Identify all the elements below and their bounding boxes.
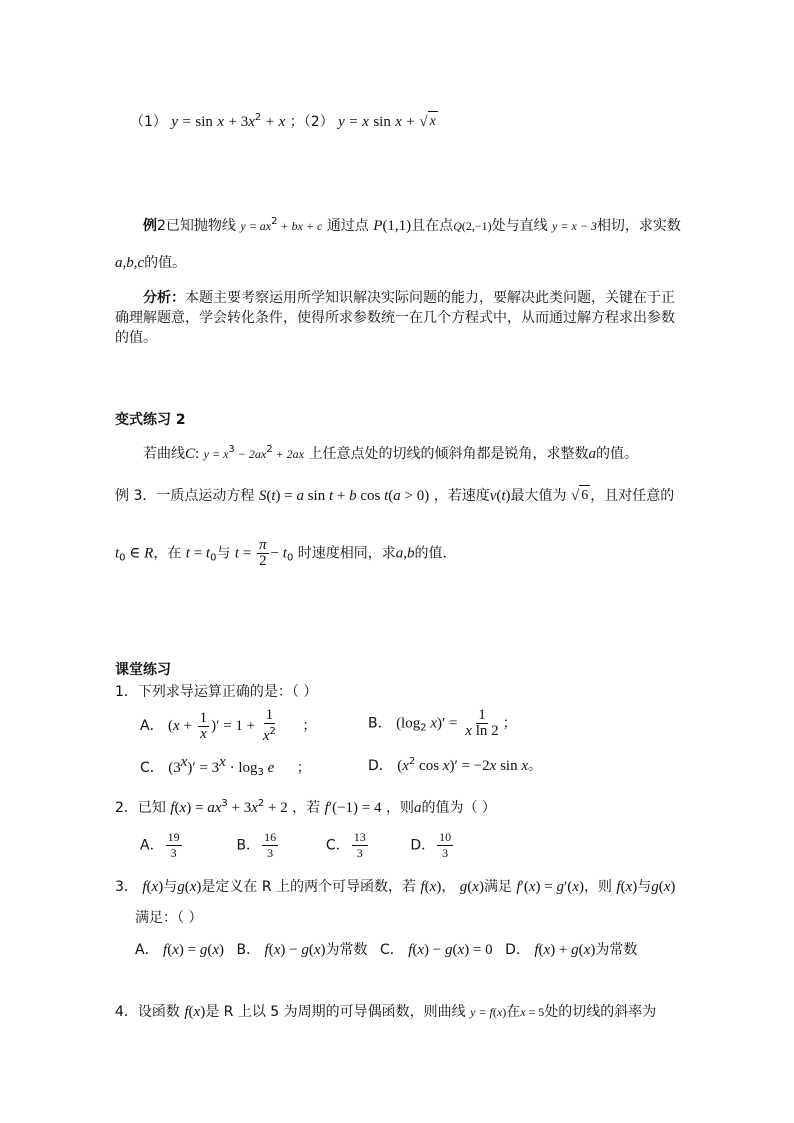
q2-options bbox=[140, 830, 455, 861]
item-1-label: （1） bbox=[130, 114, 167, 130]
question-3: 3． f(x)与g(x)是定义在 R 上的两个可导函数，若 f(x)， g(x)满足 f′(x) = g′(x)，则 f(x)与g(x) bbox=[115, 879, 676, 895]
question-1: 1．下列求导运算正确的是：（ ） bbox=[115, 684, 318, 700]
q1-option-c: C． $(3^x)' = 3^x \cdot \log_3 e$ ； bbox=[140, 754, 311, 778]
q1-option-a: A． (x + $\frac{1}{x}$ )′ = 1 + $\frac{1}{x^2}$ ； bbox=[140, 707, 317, 744]
question-2: 2．已知 $f(x) = ax^3 + 3x^2 + 2$ ，若 f′(−1) = 4 ，则a的值为（ ） bbox=[115, 798, 496, 816]
q2-option-d: D． $\frac{10}{3}$ bbox=[410, 830, 452, 860]
question-3-cont: 满足：（ ） bbox=[135, 910, 203, 926]
q1-option-b: B． ($\log_2$ x)′ = $\frac{1}{\text{x ln 2}}$ ； bbox=[368, 707, 517, 739]
q1-option-d: D． ($x^2$ cos x)′ = −2x sin x。 bbox=[368, 756, 543, 774]
item-2-label: ；（2） bbox=[289, 114, 334, 130]
example-2-cont: a,b,c的值。 bbox=[115, 255, 187, 271]
q2-option-b: B． $\frac{16}{3}$ bbox=[236, 830, 277, 860]
practice-title: 课堂练习 bbox=[115, 662, 171, 678]
analysis-line-3: 的值。 bbox=[115, 330, 157, 346]
q2-option-a: A． $\frac{19}{3}$ bbox=[140, 830, 180, 860]
analysis-line-2: 确理解题意，学会转化条件，使得所求参数统一在几个方程式中，从而通过解方程求出参数 bbox=[115, 310, 675, 326]
variant-question: 若曲线C: $y = x^3 - 2ax^2 + 2ax$ 上任意点处的切线的倾斜角都是锐角，求整数a的值。 bbox=[143, 444, 638, 462]
q3-options bbox=[135, 940, 637, 960]
variant-title: 变式练习 2 bbox=[115, 412, 186, 428]
q3-option-c: C． f(x) − g(x) = 0 bbox=[379, 942, 493, 958]
example-3: 例 3．一质点运动方程 S(t) = a sin t + b cos t(a > 0) ，若速度v(t)最大值为 √ 6 ，且对任意的 bbox=[115, 485, 674, 506]
q2-option-c: C． $\frac{13}{3}$ bbox=[325, 830, 366, 860]
analysis-line-1: 分析：本题主要考察运用所学知识解决实际问题的能力，要解决此类问题，关键在于正 bbox=[143, 290, 675, 306]
q3-option-a: A． f(x) = g(x) bbox=[135, 942, 225, 958]
example-3-cont: $t_0$ ∈ R，在 $t = t_0$与 t = $\frac{\pi}{2}$ − $t_0$ 时速度相同，求a,b的值． bbox=[115, 537, 457, 569]
example-2-head: 例 bbox=[143, 218, 157, 234]
example-2: 例2已知抛物线 $y = ax^2$ + bx + c 通过点 P(1,1)且在点Q(2,−1)处与直线 y = x − 3相切，求实数 bbox=[143, 216, 681, 234]
question-4: 4．设函数 f(x)是 R 上以 5 为周期的可导偶函数，则曲线 y = f(x)在x = 5处的切线的斜率为 bbox=[115, 1004, 657, 1020]
intro-line: （1） $y = \sin x + 3x^2 + x$ ；（2） y = x sin x + √ x bbox=[130, 112, 436, 130]
q3-option-d: D． f(x) + g(x)为常数 bbox=[505, 942, 638, 958]
q3-option-b: B． f(x) − g(x)为常数 bbox=[236, 942, 368, 958]
